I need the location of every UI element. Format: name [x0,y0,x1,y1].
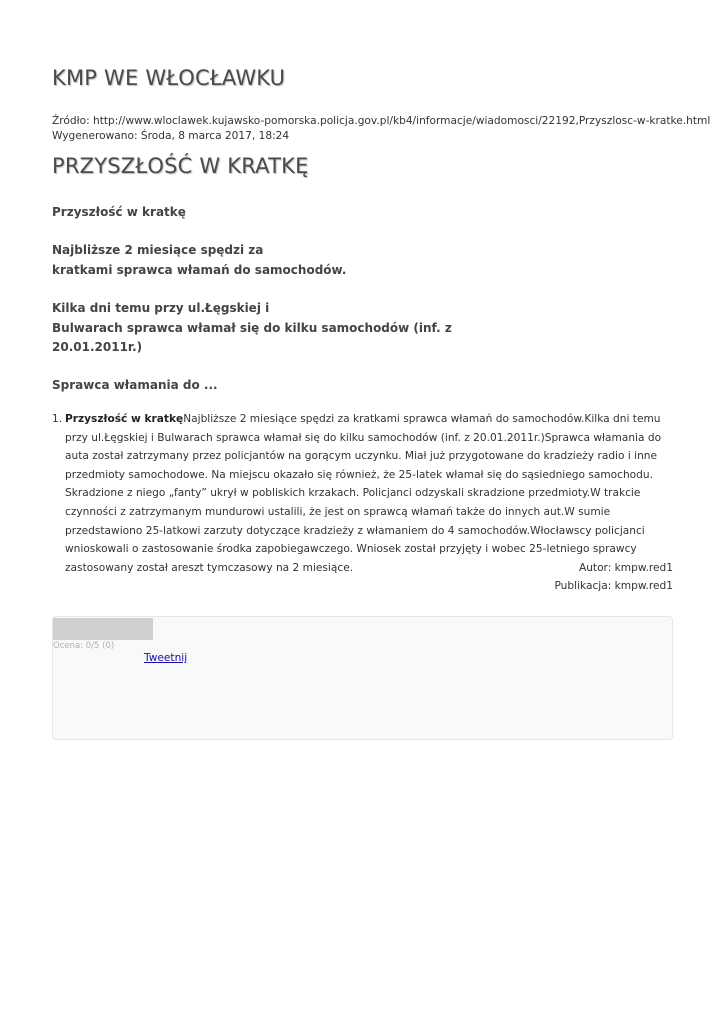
rating-stars-bar[interactable] [53,618,153,640]
author-line: Autor: kmpw.red1 [578,562,673,574]
site-title: KMP WE WŁOCŁAWKU [52,66,286,90]
lead-detail [52,299,452,358]
generated-date-line: Wygenerowano: Środa, 8 marca 2017, 18:24 [52,130,290,142]
author-info [554,559,673,595]
rating-label: Ocena: 0/5 (0) [53,641,115,651]
lead-summary-line: Najbliższe 2 miesiące spędzi za [52,243,264,257]
lead-detail-line: 20.01.2011r.) [52,340,143,354]
lead-heading: Przyszłość w kratkę [52,205,186,219]
list-item-title: Przyszłość w kratkę [65,413,184,425]
list-item [52,410,673,577]
list-item-number: 1. [52,413,63,425]
document-meta [52,114,710,144]
content-list [52,410,673,577]
lead-detail-line: Kilka dni temu przy ul.Łęgskiej i [52,301,270,315]
article-title: PRZYSZŁOŚĆ W KRATKĘ [52,154,309,178]
publication-line: Publikacja: kmpw.red1 [554,580,673,592]
lead-summary-line: kratkami sprawca włamań do samochodów. [52,262,347,277]
rating-panel [52,616,673,740]
lead-summary [52,241,346,280]
source-url-line: Źródło: http://www.wloclawek.kujawsko-pomorska.policja.gov.pl/kb4/informacje/wiadomosci/22192,Przyszlosc-w-kratke.html [52,115,711,127]
tweet-link[interactable]: Tweetnij [144,652,188,664]
lead-detail-line: Bulwarach sprawca włamał się do kilku samochodów (inf. z [52,320,452,335]
list-item-text: Najbliższe 2 miesiące spędzi za kratkami sprawca włamań do samochodów.Kilka dni temu przy ul.Łęgskiej i Bulwarach sprawca włamał się do kilku samochodów (inf. z 20.01.2011r.)Sprawca włamania do auta został zatrzymany przez policjantów na gorącym uczynku. Miał już przygotowane do kradzieży radio i inne przedmioty samochodowe. Na miejscu okazało się również, że 25-latek włamał się do sąsiedniego samochodu. Skradzione z niego „fanty” ukrył w pobliskich krzakach. Policjanci odzyskali skradzione przedmioty.W trakcie czynności z zatrzymanym mundurowi ustalili, że jest on sprawcą włamań także do innych aut.W sumie przedstawiono 25-latkowi zarzuty dotyczące kradzieży z włamaniem do 4 samochodów.Włocławscy policjanci wnioskowali o zastosowanie środka zapobiegawczego. Wniosek został przyjęty i wobec 25-letniego sprawcy zastosowany został areszt tymczasowy na 2 miesiące. [65,413,662,574]
lead-teaser: Sprawca włamania do ... [52,378,218,392]
